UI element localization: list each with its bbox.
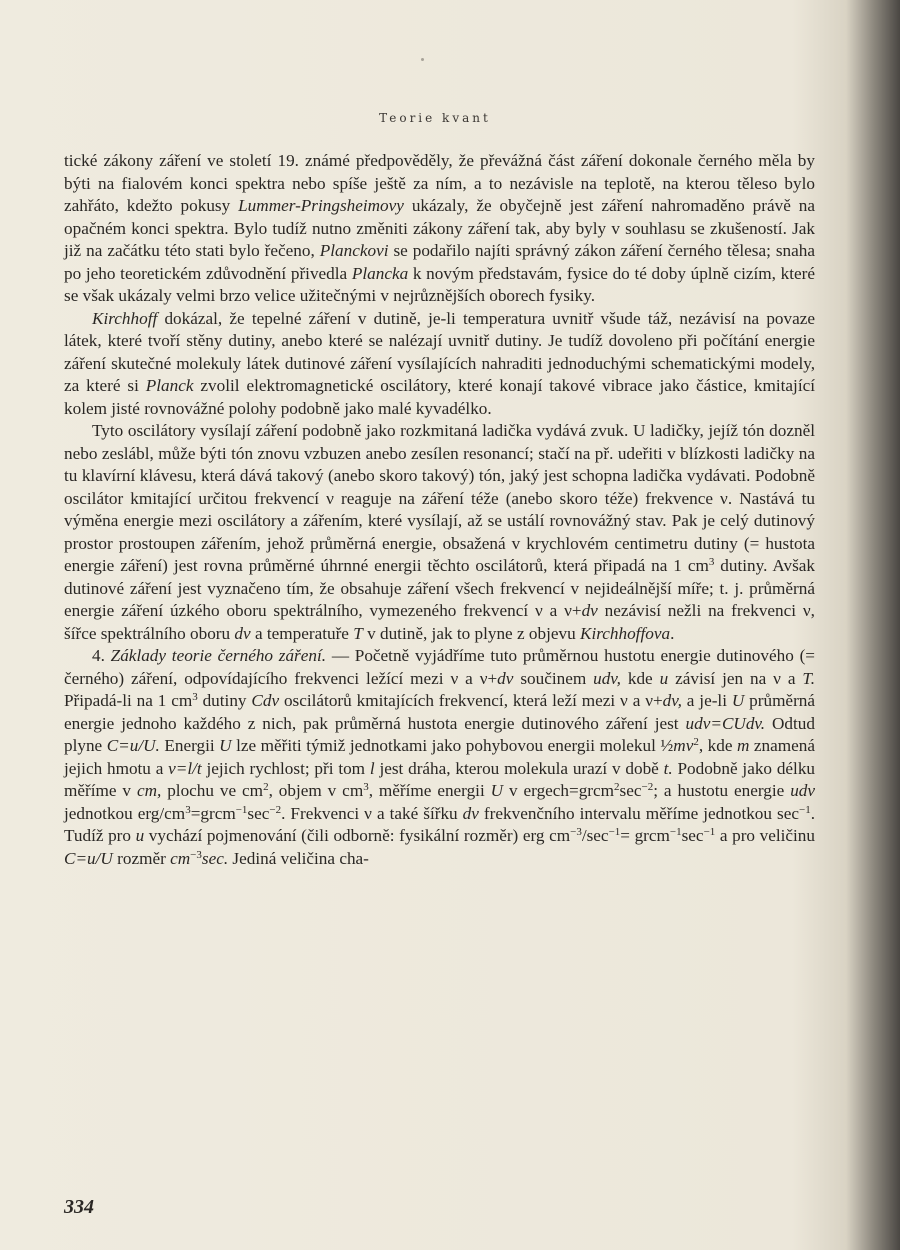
paragraph-1: tické zákony záření ve století 19. známé předpověděly, že převážná část záření dokonale černého měla by býti na fialovém konci spektra nebo spíše ještě za ním, a to nezávisle na teplotě, na kterou těleso bylo zahřáto, kdežto pokusy Lummer-Pringsheimovy ukázaly, že obyčejně jest záření nahromaděno právě na opačném konci spektra. Bylo tudíž nutno změniti zákony záření tak, aby byly v souhlasu se zkušeností. Jak již na začátku této stati bylo řečeno, Planckovi se podařilo najíti správný zákon záření černého tělesa; snaha po jeho teoretickém zdůvodnění přivedla Plancka k novým představám, fysice do té doby úplně cizím, které se však ukázaly velmi brzo velice užitečnými v nejrůznějších oborech fysiky. (64, 151, 816, 305)
paragraph-3: Tyto oscilátory vysílají záření podobně jako rozkmitaná ladička vydává zvuk. U ladičky, jejíž tón dozněl nebo zeslábl, může býti tón znovu vzbuzen anebo zesílen resonancí; stačí na př. udeřiti v blízkosti ladičky na tu klavírní klávesu, která dává takový (anebo skoro takový) tón, jaký jest schopna ladička vydávati. Podobně oscilátor kmitající určitou frekvencí ν reaguje na záření téže (anebo skoro téže) frekvence ν. Nastává tu výměna energie mezi oscilátory a zářením, které vysílají, až se ustálí rovnovážný stav. Pak je celý dutinový prostor prostoupen zářením, jehož průměrná energie, obsažená v krychlovém centimetru dutiny (= hustota energie záření) jest rovna průměrné úhrnné energii těchto oscilátorů, která připadá na 1 $cm^3$ dutiny. Avšak dutinové záření jest vyznačeno tím, že obsahuje záření všech frekvencí v nejideálnější míře; t. j. průměrná energie záření úzkého oboru spektrálního, vymezeného frekvencí ν a ν+dv nezávisí nežli na frekvenci ν, šířce spektrálního oboru dv a temperatuře T v dutině, jak to plyne z objevu Kirchhoffova. (64, 421, 816, 643)
running-head: Teorie kvant (379, 111, 491, 125)
paragraph-2: Kirchhoff dokázal, že tepelné záření v dutině, je-li temperatura uvnitř všude táž, nezávisí na povaze látek, které tvoří stěny dutiny, anebo které se nalézají uvnitř dutiny. Je tudíž dovoleno při počítání energie záření skutečné molekuly látek dutinové záření vysílajících nahraditi jednoduchými schematickými modely, za které si Planck zvolil elektromagnetické oscilátory, které konají takové vibrace jako částice, kmitající kolem jisté rovnovážné polohy podobně jako malé kyvadélko. (64, 308, 815, 418)
section-heading: Základy teorie černého záření. (110, 646, 327, 665)
paper-speck (421, 58, 424, 61)
body-text (64, 150, 815, 870)
paragraph-4: 4. Základy teorie černého záření. — Početně vyjádříme tuto průměrnou hustotu energie dutinového (= černého) záření, odpovídajícího frekvenci ležící mezi ν a ν+dv součinem udv, kde u závisí jen na ν a T. Připadá-li na 1 $cm^3$ dutiny Cdv oscilátorů kmitajících frekvencí, která leží mezi ν a ν+dv, a je-li U průměrná energie jednoho každého z nich, pak průměrná hustota energie dutinového záření jest udv=CUdv. Odtud plyne C=u/U. Energii U lze měřiti týmiž jednotkami jako pohybovou energii molekul $\frac{1}{2}mv^2$, kde m znamená jejich hmotu a v=l/t jejich rychlost; při tom l jest dráha, kterou molekula urazí v době t. Podobně jako délku měříme v cm, plochu ve $cm^2$, objem v $cm^3$, měříme energii U v $ergech=grcm^2\sec^{-2}$; a hustotu energie udv jednotkou erg/$cm^3=grcm^{-1}\sec^{-2}$. Frekvenci ν a také šířku dv frekvenčního intervalu měříme jednotkou $\sec^{-1}$. Tudíž pro u vychází pojmenování (čili odborně: fysikální rozměr) erg $cm^{-3}/\sec^{-1}=$ $grcm^{-1}\sec^{-1}$ a pro veličinu C=u/U rozměr $cm^{-3}\sec$. Jediná veličina cha- (64, 646, 816, 868)
page-number: 334 (64, 1196, 94, 1218)
